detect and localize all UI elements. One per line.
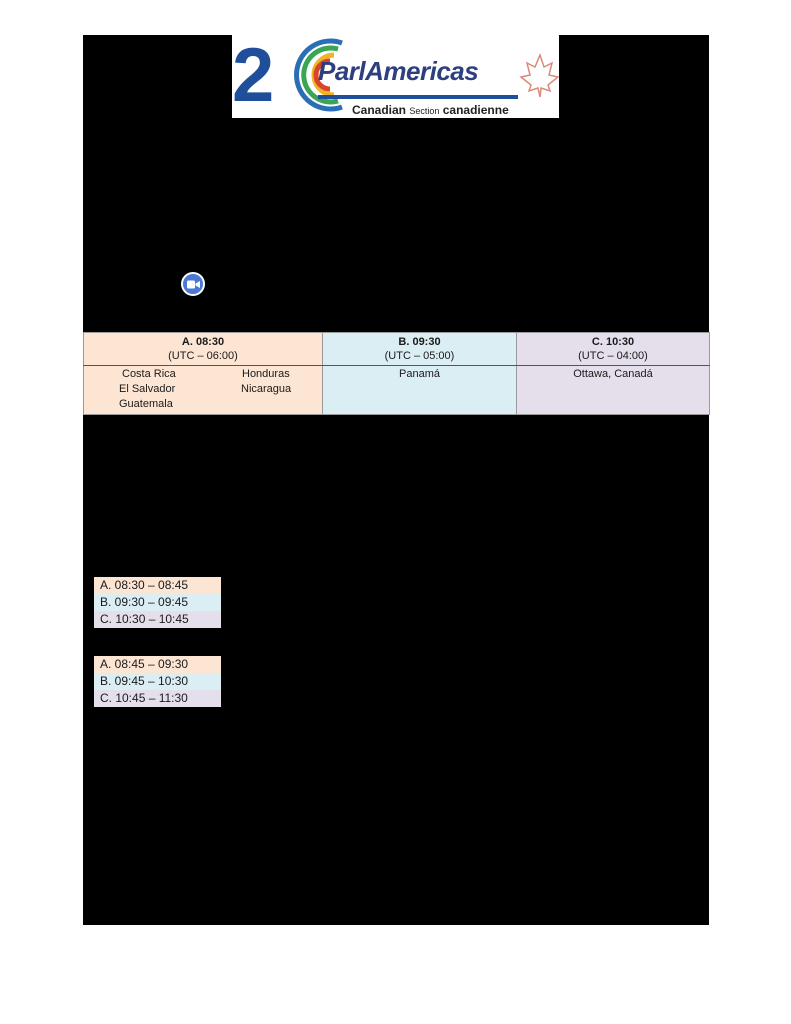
logo-wordmark: ParlAmericas [318,56,479,86]
timezone-label: C. 10:30 [591,336,635,348]
timezone-header-b [323,333,517,366]
timezone-utc: (UTC – 05:00) [384,350,455,362]
timezone-header-a [84,333,323,366]
logo-sub-mid: Section [409,106,440,116]
timezone-header-c [517,333,710,366]
city: Guatemala [119,398,173,410]
timezone-label: B. 09:30 [398,336,441,348]
schedule-item: B. 09:30 – 09:45 [94,594,221,611]
city: Costa Rica [122,368,176,380]
redacted-content-area [83,35,709,925]
video-camera-icon[interactable] [181,272,205,296]
timezone-cities-c [517,366,710,415]
timezone-utc: (UTC – 04:00) [578,350,648,362]
city: Panamá [399,368,440,380]
timezone-utc: (UTC – 06:00) [168,350,238,362]
schedule-list-2 [94,656,221,707]
schedule-item: A. 08:45 – 09:30 [94,656,221,673]
logo-sub-left: Canadian [352,103,407,117]
video-camera-glyph [187,280,200,289]
city: El Salvador [119,383,176,395]
timezone-cities-a [84,366,323,415]
timezone-cities-row [84,366,710,415]
city: Ottawa, Canadá [573,368,653,380]
schedule-list-1 [94,577,221,628]
schedule-item: C. 10:45 – 11:30 [94,690,221,707]
timezone-label: A. 08:30 [181,336,225,348]
timezone-cities-b [323,366,517,415]
parlamericas-logo [232,35,559,118]
logo-subtitle [352,103,509,117]
timezone-header-row [84,333,710,366]
schedule-item: C. 10:30 – 10:45 [94,611,221,628]
schedule-item: B. 09:45 – 10:30 [94,673,221,690]
timezone-table [83,332,710,415]
svg-text:2: 2 [232,35,275,118]
city: Honduras [242,368,290,380]
logo-sub-right: canadienne [442,103,509,117]
schedule-item: A. 08:30 – 08:45 [94,577,221,594]
city: Nicaragua [241,383,292,395]
